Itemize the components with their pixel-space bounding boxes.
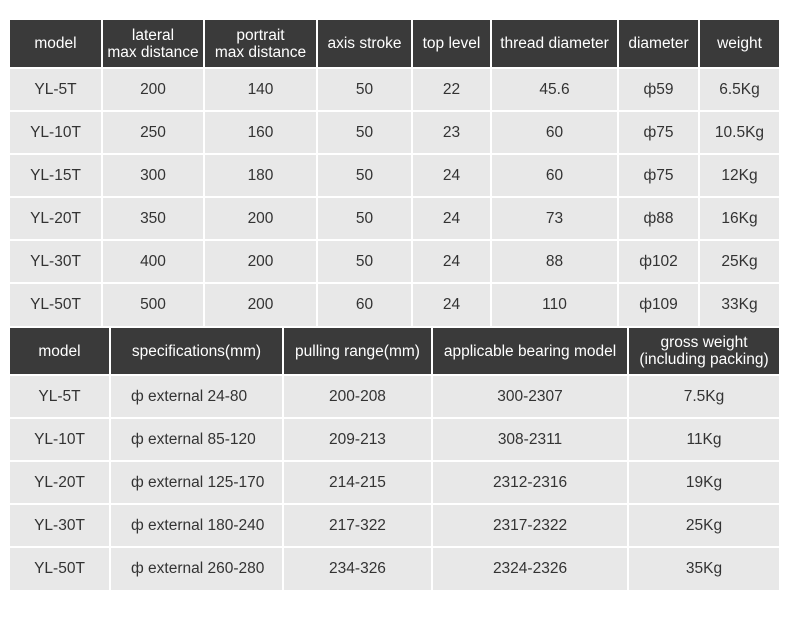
col-header-weight [699,20,779,68]
cell-model: YL-30T [10,504,110,547]
cell-applicable-bearing-model: 300-2307 [432,375,628,418]
table-row [10,418,779,461]
cell-model: YL-10T [10,111,102,154]
cell-lateral-max-distance: 400 [102,240,204,283]
cell-thread-diameter: 73 [491,197,618,240]
cell-diameter: ф102 [618,240,699,283]
cell-portrait-max-distance: 180 [204,154,317,197]
table-row [10,461,779,504]
cell-specifications: ф external 125-170 [110,461,283,504]
header-line: max distance [107,43,199,61]
header-row [10,20,779,68]
header-line: gross weight [660,334,748,351]
cell-weight: 12Kg [699,154,779,197]
cell-axis-stroke: 60 [317,283,412,326]
table-row [10,111,779,154]
cell-model: YL-20T [10,461,110,504]
header-line: pulling range(mm) [295,342,420,360]
cell-applicable-bearing-model: 308-2311 [432,418,628,461]
cell-specifications: ф external 180-240 [110,504,283,547]
cell-pulling-range: 209-213 [283,418,432,461]
header-line: max distance [214,43,307,61]
table-row [10,547,779,590]
header-line: model [34,35,77,52]
cell-gross-weight: 11Kg [628,418,779,461]
cell-weight: 16Kg [699,197,779,240]
table-row [10,283,779,326]
cell-model: YL-20T [10,197,102,240]
table-row [10,375,779,418]
cell-gross-weight: 35Kg [628,547,779,590]
cell-diameter: ф88 [618,197,699,240]
header-line: applicable bearing model [443,342,617,360]
cell-specifications: ф external 24-80 [110,375,283,418]
cell-lateral-max-distance: 200 [102,68,204,111]
cell-top-level: 23 [412,111,491,154]
cell-diameter: ф109 [618,283,699,326]
cell-pulling-range: 214-215 [283,461,432,504]
cell-thread-diameter: 60 [491,111,618,154]
table-row [10,68,779,111]
cell-portrait-max-distance: 140 [204,68,317,111]
table-row [10,197,779,240]
cell-axis-stroke: 50 [317,68,412,111]
cell-applicable-bearing-model: 2317-2322 [432,504,628,547]
cell-model: YL-30T [10,240,102,283]
cell-gross-weight: 25Kg [628,504,779,547]
col-header-lateral-max-distance [102,20,204,68]
header-line: (including packing) [639,351,769,368]
cell-model: YL-10T [10,418,110,461]
cell-axis-stroke: 50 [317,154,412,197]
header-line: top level [422,35,481,52]
header-line: weight [717,35,762,52]
cell-thread-diameter: 60 [491,154,618,197]
cell-diameter: ф75 [618,154,699,197]
cell-top-level: 24 [412,197,491,240]
header-line: diameter [628,35,689,52]
cell-weight: 33Kg [699,283,779,326]
cell-model: YL-5T [10,375,110,418]
cell-specifications: ф external 85-120 [110,418,283,461]
cell-weight: 6.5Kg [699,68,779,111]
cell-portrait-max-distance: 160 [204,111,317,154]
puller-spec-table [10,20,779,326]
header-line: specifications(mm) [131,342,262,360]
table2-body [10,375,779,590]
cell-pulling-range: 217-322 [283,504,432,547]
header-row [10,328,779,375]
col-header-diameter [618,20,699,68]
table-row [10,154,779,197]
cell-thread-diameter: 88 [491,240,618,283]
cell-thread-diameter: 110 [491,283,618,326]
cell-lateral-max-distance: 500 [102,283,204,326]
header-line: thread diameter [500,35,609,52]
cell-model: YL-15T [10,154,102,197]
cell-diameter: ф75 [618,111,699,154]
cell-top-level: 24 [412,240,491,283]
cell-axis-stroke: 50 [317,197,412,240]
col-header-axis-stroke [317,20,412,68]
cell-portrait-max-distance: 200 [204,283,317,326]
cell-gross-weight: 7.5Kg [628,375,779,418]
col-header-gross-weight [628,328,779,375]
table-row [10,240,779,283]
cell-portrait-max-distance: 200 [204,240,317,283]
cell-thread-diameter: 45.6 [491,68,618,111]
col-header-specifications [110,328,283,375]
header-line: model [38,342,81,360]
col-header-model [10,328,110,375]
puller-bearing-table [10,328,779,590]
cell-applicable-bearing-model: 2324-2326 [432,547,628,590]
cell-lateral-max-distance: 250 [102,111,204,154]
col-header-top-level [412,20,491,68]
cell-gross-weight: 19Kg [628,461,779,504]
header-line: lateral [131,26,175,44]
col-header-pulling-range [283,328,432,375]
cell-model: YL-50T [10,283,102,326]
cell-top-level: 24 [412,283,491,326]
header-line: axis stroke [327,35,402,52]
cell-lateral-max-distance: 300 [102,154,204,197]
cell-diameter: ф59 [618,68,699,111]
table-row [10,504,779,547]
cell-weight: 25Kg [699,240,779,283]
cell-top-level: 22 [412,68,491,111]
cell-axis-stroke: 50 [317,111,412,154]
col-header-model [10,20,102,68]
cell-portrait-max-distance: 200 [204,197,317,240]
table1-body [10,68,779,326]
cell-applicable-bearing-model: 2312-2316 [432,461,628,504]
cell-lateral-max-distance: 350 [102,197,204,240]
cell-pulling-range: 200-208 [283,375,432,418]
cell-specifications: ф external 260-280 [110,547,283,590]
col-header-thread-diameter [491,20,618,68]
cell-top-level: 24 [412,154,491,197]
cell-weight: 10.5Kg [699,111,779,154]
col-header-applicable-bearing-model [432,328,628,375]
cell-axis-stroke: 50 [317,240,412,283]
cell-model: YL-5T [10,68,102,111]
cell-pulling-range: 234-326 [283,547,432,590]
cell-model: YL-50T [10,547,110,590]
header-line: portrait [236,26,285,44]
col-header-portrait-max-distance [204,20,317,68]
